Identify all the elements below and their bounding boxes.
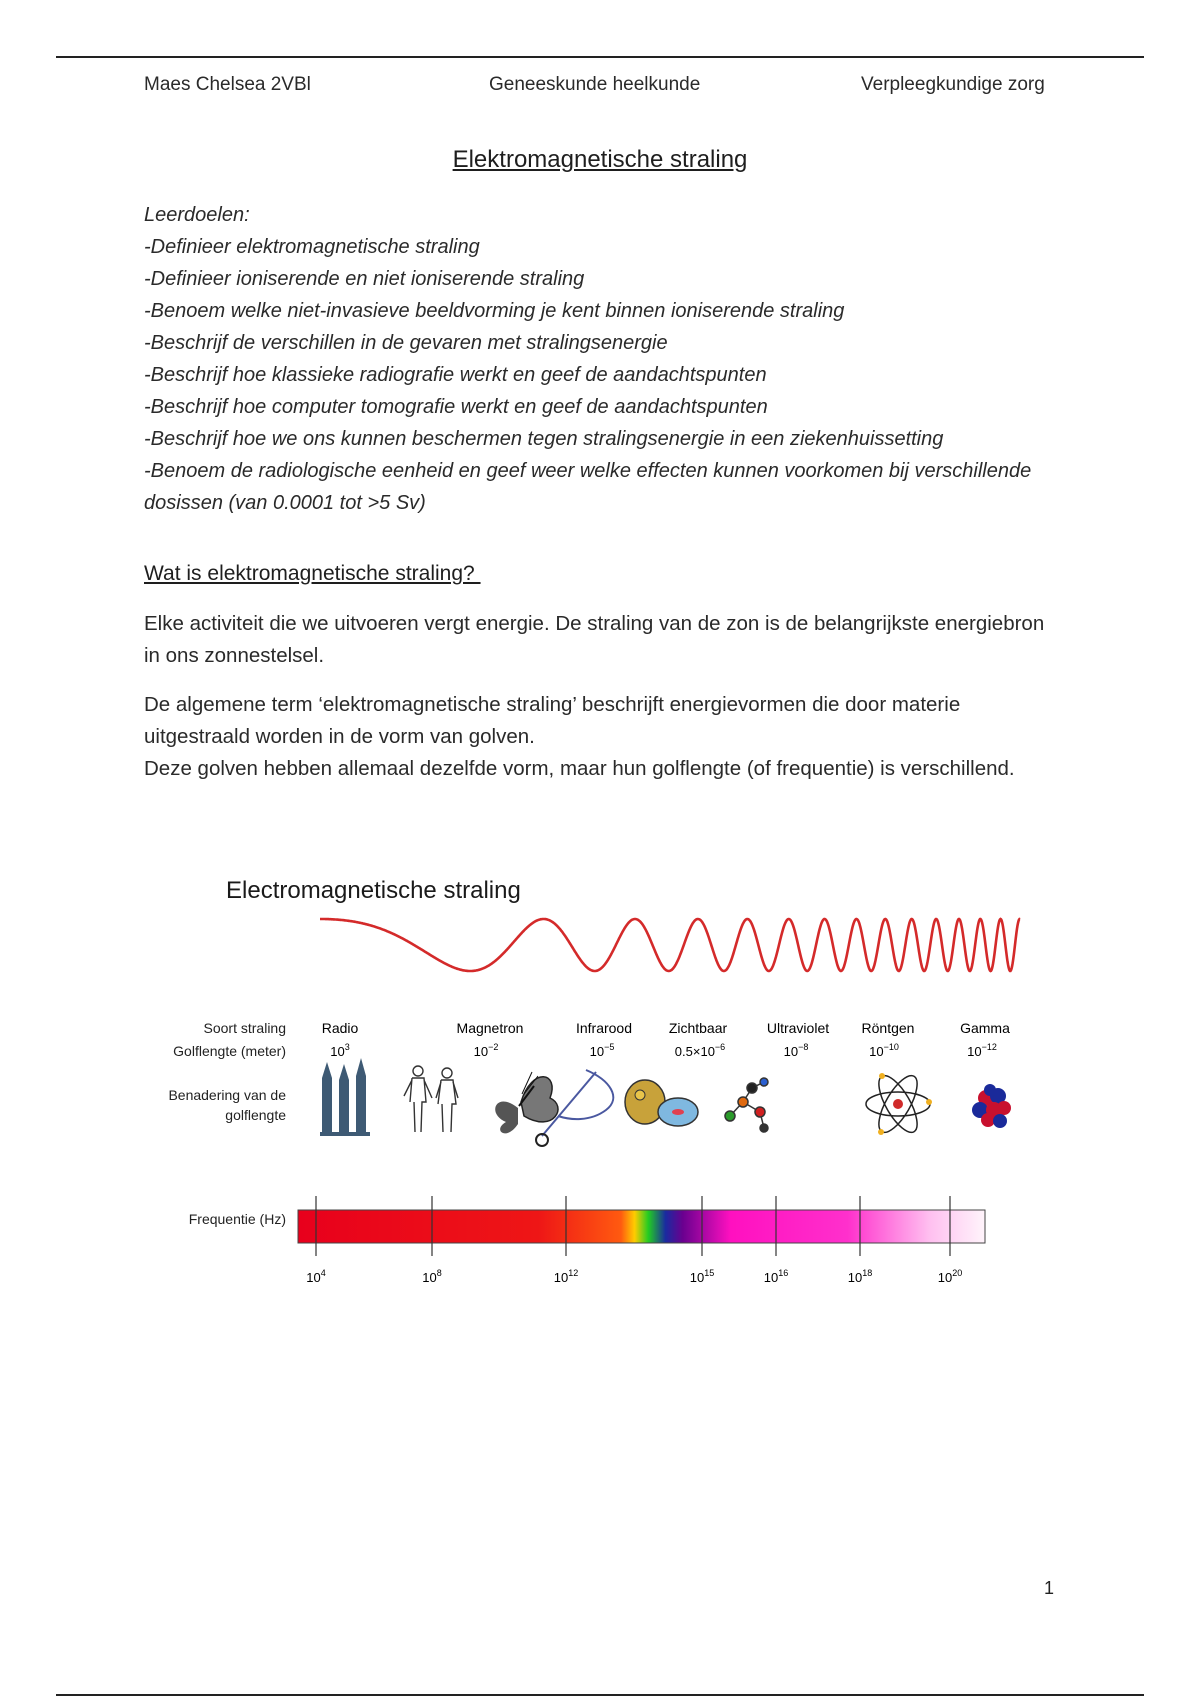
- paragraph-definition: De algemene term ‘elektromagnetische straling’ beschrijft energievormen die door materie uitgestraald worden in de vorm van golven.: [144, 693, 961, 748]
- frequency-label: $10^{20}$: [937, 1268, 963, 1285]
- type-label: Radio: [321, 1020, 359, 1036]
- header-course: Geneeskunde heelkunde: [489, 74, 701, 95]
- wavelength-value: $10^{-12}$: [967, 1042, 997, 1059]
- wavelength-value: $10^{-5}$: [589, 1042, 615, 1059]
- header-author: Maes Chelsea 2VBl: [144, 74, 311, 95]
- buildings-icon: [320, 1058, 370, 1136]
- paragraph-waves: Deze golven hebben allemaal dezelfde vorm, maar hun golflengte (of frequentie) is verschillend.: [144, 757, 1015, 780]
- type-gamma: [960, 1020, 1010, 1059]
- type-xray: [862, 1020, 915, 1059]
- type-label: Infrarood: [575, 1020, 633, 1036]
- objective-item: -Definieer elektromagnetische straling: [144, 236, 480, 258]
- type-label: Röntgen: [861, 1020, 915, 1036]
- frequency-spectrum-bar: [298, 1210, 985, 1243]
- wavelength-value: $0.5\times 10^{-6}$: [674, 1042, 726, 1059]
- type-label: Gamma: [960, 1020, 1010, 1036]
- label-approx-2: golflengte: [225, 1107, 286, 1123]
- type-label: Zichtbaar: [668, 1020, 728, 1036]
- label-frequency: Frequentie (Hz): [188, 1211, 286, 1227]
- type-label: Magnetron: [456, 1020, 524, 1036]
- top-rule: [56, 56, 1144, 58]
- frequency-label: $10^{16}$: [763, 1268, 789, 1285]
- figure-title: Electromagnetische straling: [226, 877, 521, 904]
- objective-item: -Definieer ioniserende en niet ioniserende straling: [144, 268, 585, 290]
- objective-item: -Beschrijf hoe klassieke radiografie werkt en geef de aandachtspunten: [144, 364, 767, 386]
- section-heading: Wat is elektromagnetische straling?: [144, 562, 481, 585]
- wavelength-value: $10^{-2}$: [473, 1042, 499, 1059]
- wave-line: [320, 919, 1020, 971]
- objective-item: -Beschrijf hoe we ons kunnen beschermen tegen stralingsenergie in een ziekenhuissetting: [144, 428, 944, 450]
- label-approx-1: Benadering van de: [168, 1087, 286, 1103]
- em-spectrum-diagram: [140, 840, 1060, 1350]
- atom-icon: [866, 1070, 932, 1137]
- frequency-label: $10^8$: [422, 1268, 442, 1285]
- type-ultraviolet: [767, 1020, 829, 1059]
- frequency-label: $10^{15}$: [689, 1268, 715, 1285]
- frequency-label: $10^{12}$: [553, 1268, 579, 1285]
- butterfly-icon: [495, 1072, 558, 1133]
- frequency-label: $10^4$: [306, 1268, 326, 1285]
- bottom-rule: [56, 1694, 1144, 1696]
- objective-item: -Benoem de radiologische eenheid en geef weer welke effecten kunnen voorkomen bij verschillende dosissen (van 0.0001 tot >5 Sv): [144, 460, 1032, 514]
- objectives-heading: Leerdoelen:: [144, 204, 250, 226]
- label-type: Soort straling: [203, 1020, 286, 1036]
- document-title: Elektromagnetische straling: [452, 146, 748, 173]
- page-number: 1: [1044, 1578, 1055, 1598]
- learning-objectives: [144, 199, 1084, 519]
- atomic-nuclei-icon: [972, 1084, 1011, 1128]
- em-spectrum-figure: [140, 840, 1060, 1350]
- header-subject: Verpleegkundige zorg: [861, 74, 1045, 95]
- wavelength-value: $10^{-8}$: [783, 1042, 809, 1059]
- humans-icon: [404, 1066, 458, 1132]
- type-microwave: [457, 1020, 524, 1059]
- label-wavelength: Golflengte (meter): [173, 1043, 286, 1059]
- objective-item: -Beschrijf hoe computer tomografie werkt en geef de aandachtspunten: [144, 396, 768, 418]
- type-label: Ultraviolet: [766, 1020, 830, 1036]
- protozoans-icon: [625, 1080, 698, 1126]
- paragraph-energy: Elke activiteit die we uitvoeren vergt energie. De straling van de zon is de belangrijkste energiebron in ons zonnestelsel.: [144, 612, 1045, 667]
- wavelength-value: $10^{-10}$: [869, 1042, 899, 1059]
- type-visible: [669, 1020, 728, 1059]
- objective-item: -Benoem welke niet-invasieve beeldvorming je kent binnen ioniserende straling: [144, 300, 845, 322]
- type-radio: [322, 1020, 359, 1059]
- molecules-icon: [725, 1078, 768, 1132]
- objective-item: -Beschrijf de verschillen in de gevaren met stralingsenergie: [144, 332, 668, 354]
- type-infrared: [576, 1020, 632, 1059]
- frequency-label: $10^{18}$: [847, 1268, 873, 1285]
- wavelength-value: $10^3$: [330, 1042, 350, 1059]
